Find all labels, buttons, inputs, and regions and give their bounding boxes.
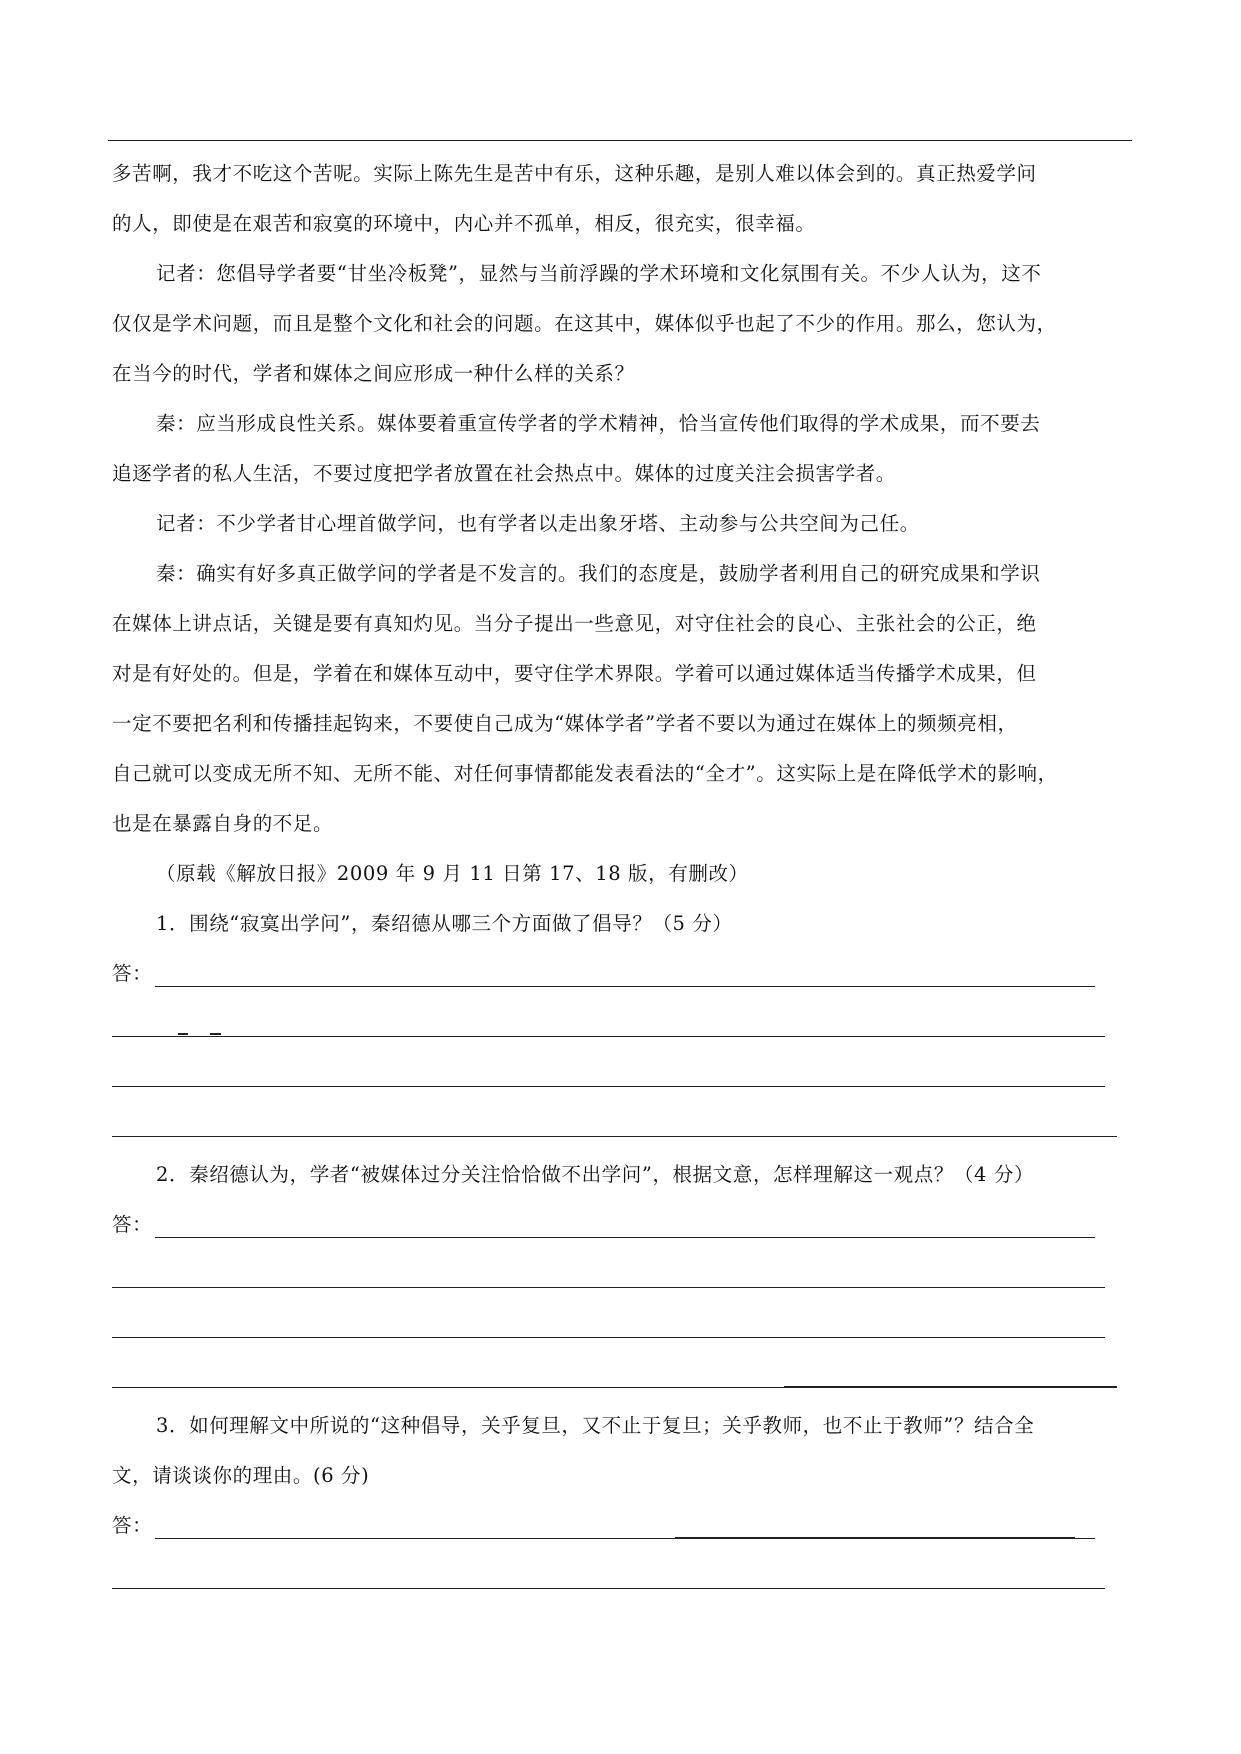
dash-mark <box>178 1033 188 1035</box>
answer-label-1: 答： <box>112 962 153 985</box>
paragraph-4-line-1: 记者：不少学者甘心埋首做学问，也有学者以走出象牙塔、主动参与公共空间为己任。 <box>156 512 920 535</box>
paragraph-2-line-1: 记者：您倡导学者要“甘坐冷板凳”，显然与当前浮躁的学术环境和文化氛围有关。不少人认为，这不 <box>156 262 1042 285</box>
underline-mark <box>675 1537 1075 1539</box>
question-1: 1．围绕“寂寞出学问”，秦绍德从哪三个方面做了倡导？（5 分） <box>156 912 733 935</box>
answer-line[interactable] <box>112 1086 1105 1087</box>
paragraph-1-line-1: 多苦啊，我才不吃这个苦呢。实际上陈先生是苦中有乐，这种乐趣，是别人难以体会到的。真正热爱学问 <box>112 162 1037 185</box>
answer-line[interactable] <box>155 1237 1095 1238</box>
paragraph-5-line-4: 一定不要把名利和传播挂起钩来，不要使自己成为“媒体学者”学者不要以为通过在媒体上的频频亮相， <box>112 712 1018 735</box>
answer-label-3: 答： <box>112 1514 153 1537</box>
paragraph-5-line-5: 自己就可以变成无所不知、无所不能、对任何事情都能发表看法的“全才”。这实际上是在降低学术的影响， <box>112 762 1058 785</box>
answer-line[interactable] <box>112 1588 1105 1589</box>
paragraph-5-line-3: 对是有好处的。但是，学着在和媒体互动中，要守住学术界限。学着可以通过媒体适当传播学术成果，但 <box>112 662 1037 685</box>
question-2: 2．秦绍德认为，学者“被媒体过分关注恰恰做不出学问”，根据文意，怎样理解这一观点？（4 分） <box>156 1163 1035 1186</box>
paragraph-5-line-6: 也是在暴露自身的不足。 <box>112 812 334 835</box>
answer-line[interactable] <box>112 1337 1105 1338</box>
underline-mark <box>784 1386 1117 1388</box>
paragraph-5-line-1: 秦：确实有好多真正做学问的学者是不发言的。我们的态度是，鼓励学者利用自己的研究成果和学识 <box>156 562 1041 585</box>
answer-line[interactable] <box>112 1136 1117 1137</box>
paragraph-3-line-1: 秦：应当形成良性关系。媒体要着重宣传学者的学术精神，恰当宣传他们取得的学术成果，而不要去 <box>156 412 1041 435</box>
question-3-line-1: 3．如何理解文中所说的“这种倡导，关乎复旦，又不止于复旦；关乎教师，也不止于教师”？结合全 <box>156 1414 1035 1437</box>
answer-line[interactable] <box>155 986 1095 987</box>
source-citation: （原载《解放日报》2009 年 9 月 11 日第 17、18 版，有删改） <box>156 862 749 885</box>
question-3-line-2: 文，请谈谈你的理由。(6 分) <box>112 1464 370 1487</box>
paragraph-5-line-2: 在媒体上讲点话，关键是要有真知灼见。当分子提出一些意见，对守住社会的良心、主张社会的公正，绝 <box>112 612 1037 635</box>
paragraph-1-line-2: 的人，即使是在艰苦和寂寞的环境中，内心并不孤单，相反，很充实，很幸福。 <box>112 212 816 235</box>
answer-line[interactable] <box>112 1287 1105 1288</box>
paragraph-2-line-2: 仅仅是学术问题，而且是整个文化和社会的问题。在这其中，媒体似乎也起了不少的作用。那么，您认为， <box>112 312 1057 335</box>
dash-mark <box>210 1033 221 1035</box>
paragraph-2-line-3: 在当今的时代，学者和媒体之间应形成一种什么样的关系？ <box>112 362 635 385</box>
answer-line[interactable] <box>112 1036 1105 1037</box>
header-rule <box>108 140 1132 141</box>
paragraph-3-line-2: 追逐学者的私人生活，不要过度把学者放置在社会热点中。媒体的过度关注会损害学者。 <box>112 462 896 485</box>
answer-label-2: 答： <box>112 1213 153 1236</box>
